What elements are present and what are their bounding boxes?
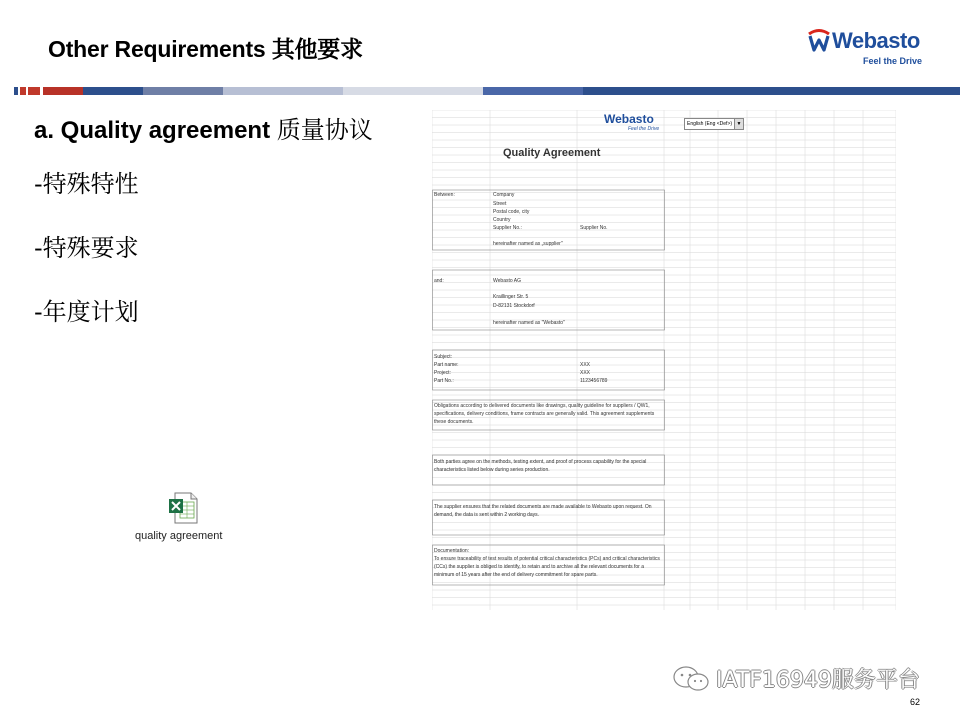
sheet-paragraph: Obligations according to delivered documents like drawings, quality guideline for suppliers / QW1, specifications, delivery conditions, frame contracts are generally valid. This agreement supplements these documents. bbox=[434, 403, 655, 425]
sheet-cell-value: Country bbox=[493, 217, 511, 223]
sheet-cell-value: Kraillinger Str. 5 bbox=[493, 294, 529, 300]
bullet-item: -特殊特性 bbox=[34, 170, 139, 198]
sheet-cell-value: XXX bbox=[580, 370, 591, 376]
sheet-cell-value: hereinafter named as "Webasto" bbox=[493, 320, 565, 326]
sheet-title: Quality Agreement bbox=[503, 147, 601, 159]
attachment-label: quality agreement bbox=[135, 530, 223, 542]
sheet-cell-label: Project: bbox=[434, 370, 451, 376]
sheet-cell-value: D-82131 Stockdorf bbox=[493, 303, 535, 309]
language-select-value: English (Eng <Def>) bbox=[687, 121, 733, 127]
sheet-cell-value: Company bbox=[493, 192, 515, 198]
webasto-logo bbox=[806, 28, 926, 70]
slide-title: Other Requirements 其他要求 bbox=[48, 36, 363, 62]
sheet-paragraph: The supplier ensures that the related documents are made available to Webasto upon request. On demand, the data is sent within 2 working days. bbox=[434, 504, 652, 518]
sheet-logo-word: Webasto bbox=[604, 112, 654, 126]
bullet-item: -特殊要求 bbox=[34, 234, 139, 262]
sheet-cell-value: 1123456789 bbox=[580, 378, 608, 384]
section-heading bbox=[34, 110, 373, 145]
sheet-logo-slogan: Feel the Drive bbox=[628, 126, 660, 132]
sheet-cell-value: hereinafter named as „supplier" bbox=[493, 241, 563, 247]
sheet-cell-value: Webasto AG bbox=[493, 278, 521, 284]
quality-agreement-sheet-preview bbox=[432, 110, 896, 610]
section-heading-cn: 质量协议 bbox=[270, 117, 373, 144]
watermark-text: IATF16949服务平台 bbox=[716, 668, 920, 693]
sheet-cell-label: Part No.: bbox=[434, 378, 454, 384]
wechat-icon bbox=[672, 665, 712, 693]
sheet-cell-label: Between: bbox=[434, 192, 455, 198]
sheet-cell-label: Part name: bbox=[434, 362, 459, 368]
webasto-logo-mark-icon bbox=[806, 28, 832, 54]
sheet-paragraph: To ensure traceability of test results of potential critical characteristics (PCs) and critical characteristics (CCs) the supplier is obliged to identify, to retain and to archive all the relevant documents for a minimum of 15 years after the end of delivery commitment for spare parts. bbox=[434, 556, 660, 578]
sheet-cell-value: Supplier No. bbox=[580, 225, 608, 231]
header-stripe bbox=[0, 87, 960, 95]
sheet-cell-value: Postal code, city bbox=[493, 209, 530, 215]
sheet-cell-value: XXX bbox=[580, 362, 591, 368]
section-heading-bold: a. Quality agreement bbox=[34, 117, 271, 144]
bullet-item: -年度计划 bbox=[34, 298, 139, 326]
sheet-cell-label: and: bbox=[434, 278, 444, 284]
logo-word: Webasto bbox=[832, 28, 920, 53]
logo-slogan: Feel the Drive bbox=[862, 56, 922, 66]
sheet-cell-value: Street bbox=[493, 201, 507, 207]
excel-file-icon[interactable] bbox=[167, 492, 199, 524]
sheet-paragraph: Both parties agree on the methods, testing extent, and proof of process capability for the special characteristics listed below during series production. bbox=[434, 459, 647, 473]
page-number: 62 bbox=[910, 697, 921, 707]
spreadsheet-grid bbox=[432, 110, 896, 610]
embedded-attachment[interactable] bbox=[135, 492, 335, 552]
dropdown-arrow-icon: ▼ bbox=[734, 119, 743, 129]
sheet-cell-value: Supplier No.: bbox=[493, 225, 522, 231]
sheet-subject-label: Subject: bbox=[434, 354, 453, 360]
language-select bbox=[684, 118, 744, 130]
sheet-paragraph: Documentation: bbox=[434, 548, 470, 554]
